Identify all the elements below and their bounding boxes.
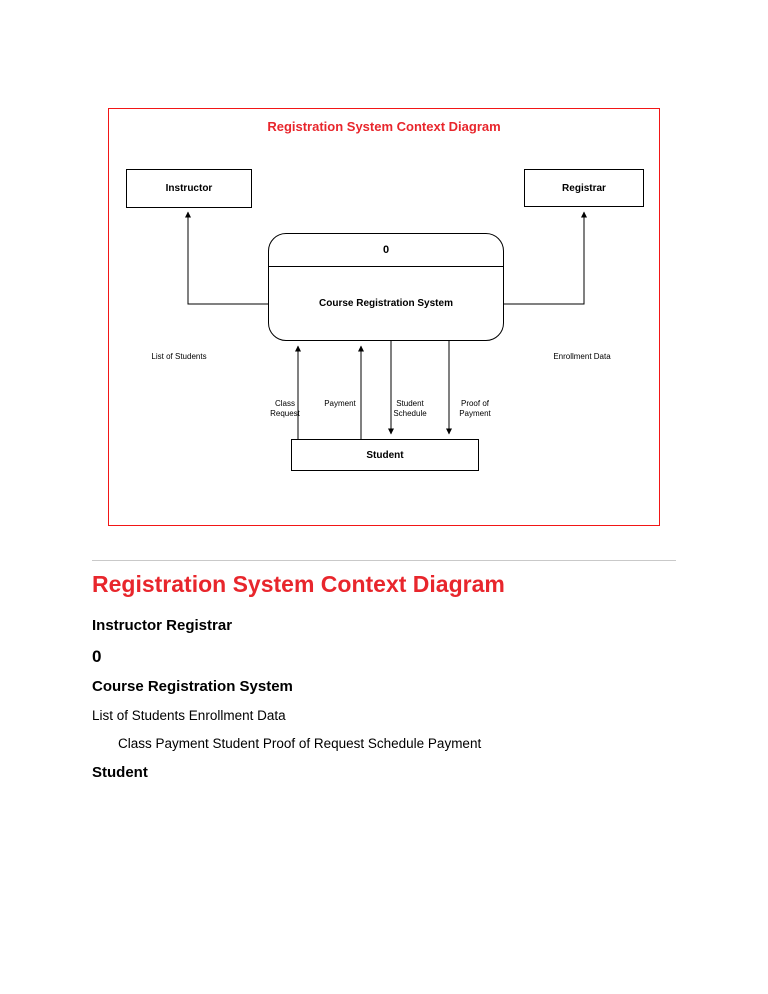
body-line-student: Student — [92, 764, 148, 781]
flow-label-enrollment-data: Enrollment Data — [553, 352, 611, 361]
flow-label-class-request: Class Request — [270, 399, 300, 418]
arrow-list-of-students — [188, 212, 268, 304]
body-line-list-enrollment: List of Students Enrollment Data — [92, 708, 286, 723]
process-name: Course Registration System — [319, 298, 453, 309]
body-line-flows: Class Payment Student Proof of Request Schedule Payment — [118, 736, 482, 751]
body-line-zero: 0 — [92, 647, 102, 666]
body-line-instructor-registrar: Instructor Registrar — [92, 617, 233, 634]
document-body — [92, 571, 676, 794]
node-instructor-label: Instructor — [165, 183, 213, 194]
body-line-course-registration-system: Course Registration System — [92, 678, 293, 695]
context-diagram-figure — [108, 108, 660, 526]
arrow-enrollment-data — [504, 212, 584, 304]
node-registrar-label: Registrar — [562, 182, 606, 194]
figure-title: Registration System Context Diagram — [267, 119, 501, 134]
flow-label-proof-of-payment: Proof of Payment — [459, 399, 491, 418]
section-divider — [92, 560, 676, 561]
flow-label-payment: Payment — [324, 399, 356, 408]
node-student — [291, 439, 479, 471]
node-registrar — [524, 169, 644, 207]
flow-label-student-schedule: Student Schedule — [393, 399, 427, 418]
page-title: Registration System Context Diagram — [92, 571, 505, 597]
node-instructor — [126, 169, 252, 208]
node-course-registration-system — [268, 233, 504, 341]
process-number: 0 — [269, 234, 503, 267]
node-student-label: Student — [366, 449, 404, 461]
flow-label-list-of-students: List of Students — [151, 352, 207, 361]
